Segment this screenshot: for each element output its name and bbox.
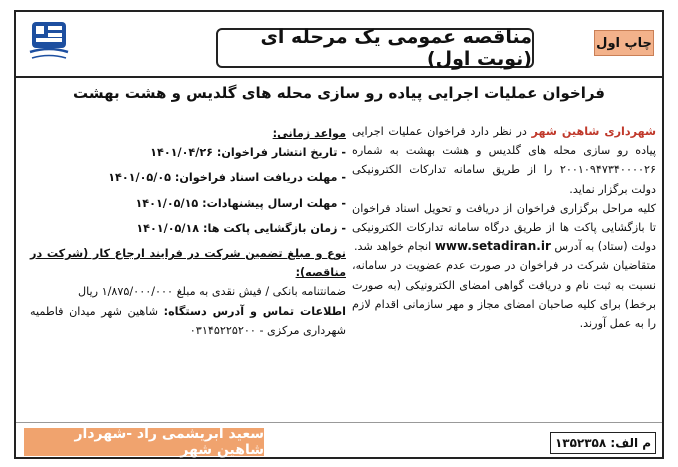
dates-list <box>30 143 346 238</box>
date-submit-offers: - مهلت ارسال پیشنهادات: ۱۴۰۱/۰۵/۱۵ <box>135 196 346 210</box>
ad-subtitle: فراخوان عملیات اجرایی پیاده رو سازی محله های گلدیس و هشت بهشت <box>72 84 606 102</box>
paragraph-intro-text: در نظر دارد فراخوان عملیات اجرایی پیاده رو سازی محله های گلدیس و هشت بهشت به شماره ۲۰۰۱۰۹۴۷۳۴۰۰۰۰۲۶ را از طریق سامانه تدارکات الکترونیکی دولت برگزار نماید. <box>352 125 656 196</box>
setad-website-link[interactable]: www.setadiran.ir <box>434 239 551 254</box>
date-receive-docs: - مهلت دریافت اسناد فراخوان: ۱۴۰۱/۰۵/۰۵ <box>108 171 346 185</box>
paragraph-process <box>352 199 656 257</box>
contact-line <box>30 302 346 340</box>
mayor-signature-bar: سعید ابریشمی راد -شهردار شاهین شهر <box>24 428 264 456</box>
paragraph-process-text: کلیه مراحل برگزاری فراخوان از دریافت و تحویل اسناد فراخوان تا بازگشایی پاکت ها از طریق درگاه سامانه تدارکات الکترونیکی دولت (ستاد) به آدرس <box>352 201 656 254</box>
municipality-logo <box>22 16 76 70</box>
paragraph-process-end: انجام خواهد شد. <box>354 240 432 254</box>
date-open-envelopes: - زمان بازگشایی پاکت ها: ۱۴۰۱/۰۵/۱۸ <box>136 221 346 235</box>
contact-text: شاهین شهر میدان فاطمیه شهرداری مرکزی - ۰۳۱۴۵۲۲۵۲۰۰ <box>30 304 346 337</box>
dates-heading: مواعد زمانی: <box>272 127 346 140</box>
ad-reference-code: م الف: ۱۳۵۲۳۵۸ <box>550 432 656 454</box>
tender-advertisement <box>14 10 664 459</box>
print-edition-tag: چاپ اول <box>594 30 654 56</box>
details-column <box>30 124 346 340</box>
date-publish: - تاریخ انتشار فراخوان: ۱۴۰۱/۰۴/۲۶ <box>150 146 346 160</box>
guarantee-text: ضمانتنامه بانکی / فیش نقدی به مبلغ ۱/۸۷۵/۰۰۰/۰۰۰ ریال <box>77 285 346 299</box>
ad-header <box>16 12 662 78</box>
ad-footer <box>16 426 662 459</box>
organization-name: شهرداری شاهین شهر <box>531 125 656 138</box>
ad-title: مناقصه عمومی یک مرحله ای (نوبت اول) <box>216 28 534 68</box>
contact-heading: اطلاعات تماس و آدرس دستگاه: <box>163 304 346 318</box>
logo-emblem-icon <box>22 16 76 70</box>
paragraph-registration: متقاضیان شرکت در فراخوان در صورت عدم عضویت در سامانه، نسبت به ثبت نام و دریافت گواهی امضای الکترونیکی (به صورت برخط) برای کلیه صاحبان امضای مجاز و مهر سازمانی اقدام لازم را به عمل آورند. <box>352 259 656 331</box>
main-text-column <box>352 122 656 333</box>
paragraph-intro <box>352 122 656 199</box>
guarantee-heading: نوع و مبلغ تضمین شرکت در فرایند ارجاع کار (شرکت در مناقصه): <box>30 247 346 280</box>
footer-divider <box>16 422 662 423</box>
